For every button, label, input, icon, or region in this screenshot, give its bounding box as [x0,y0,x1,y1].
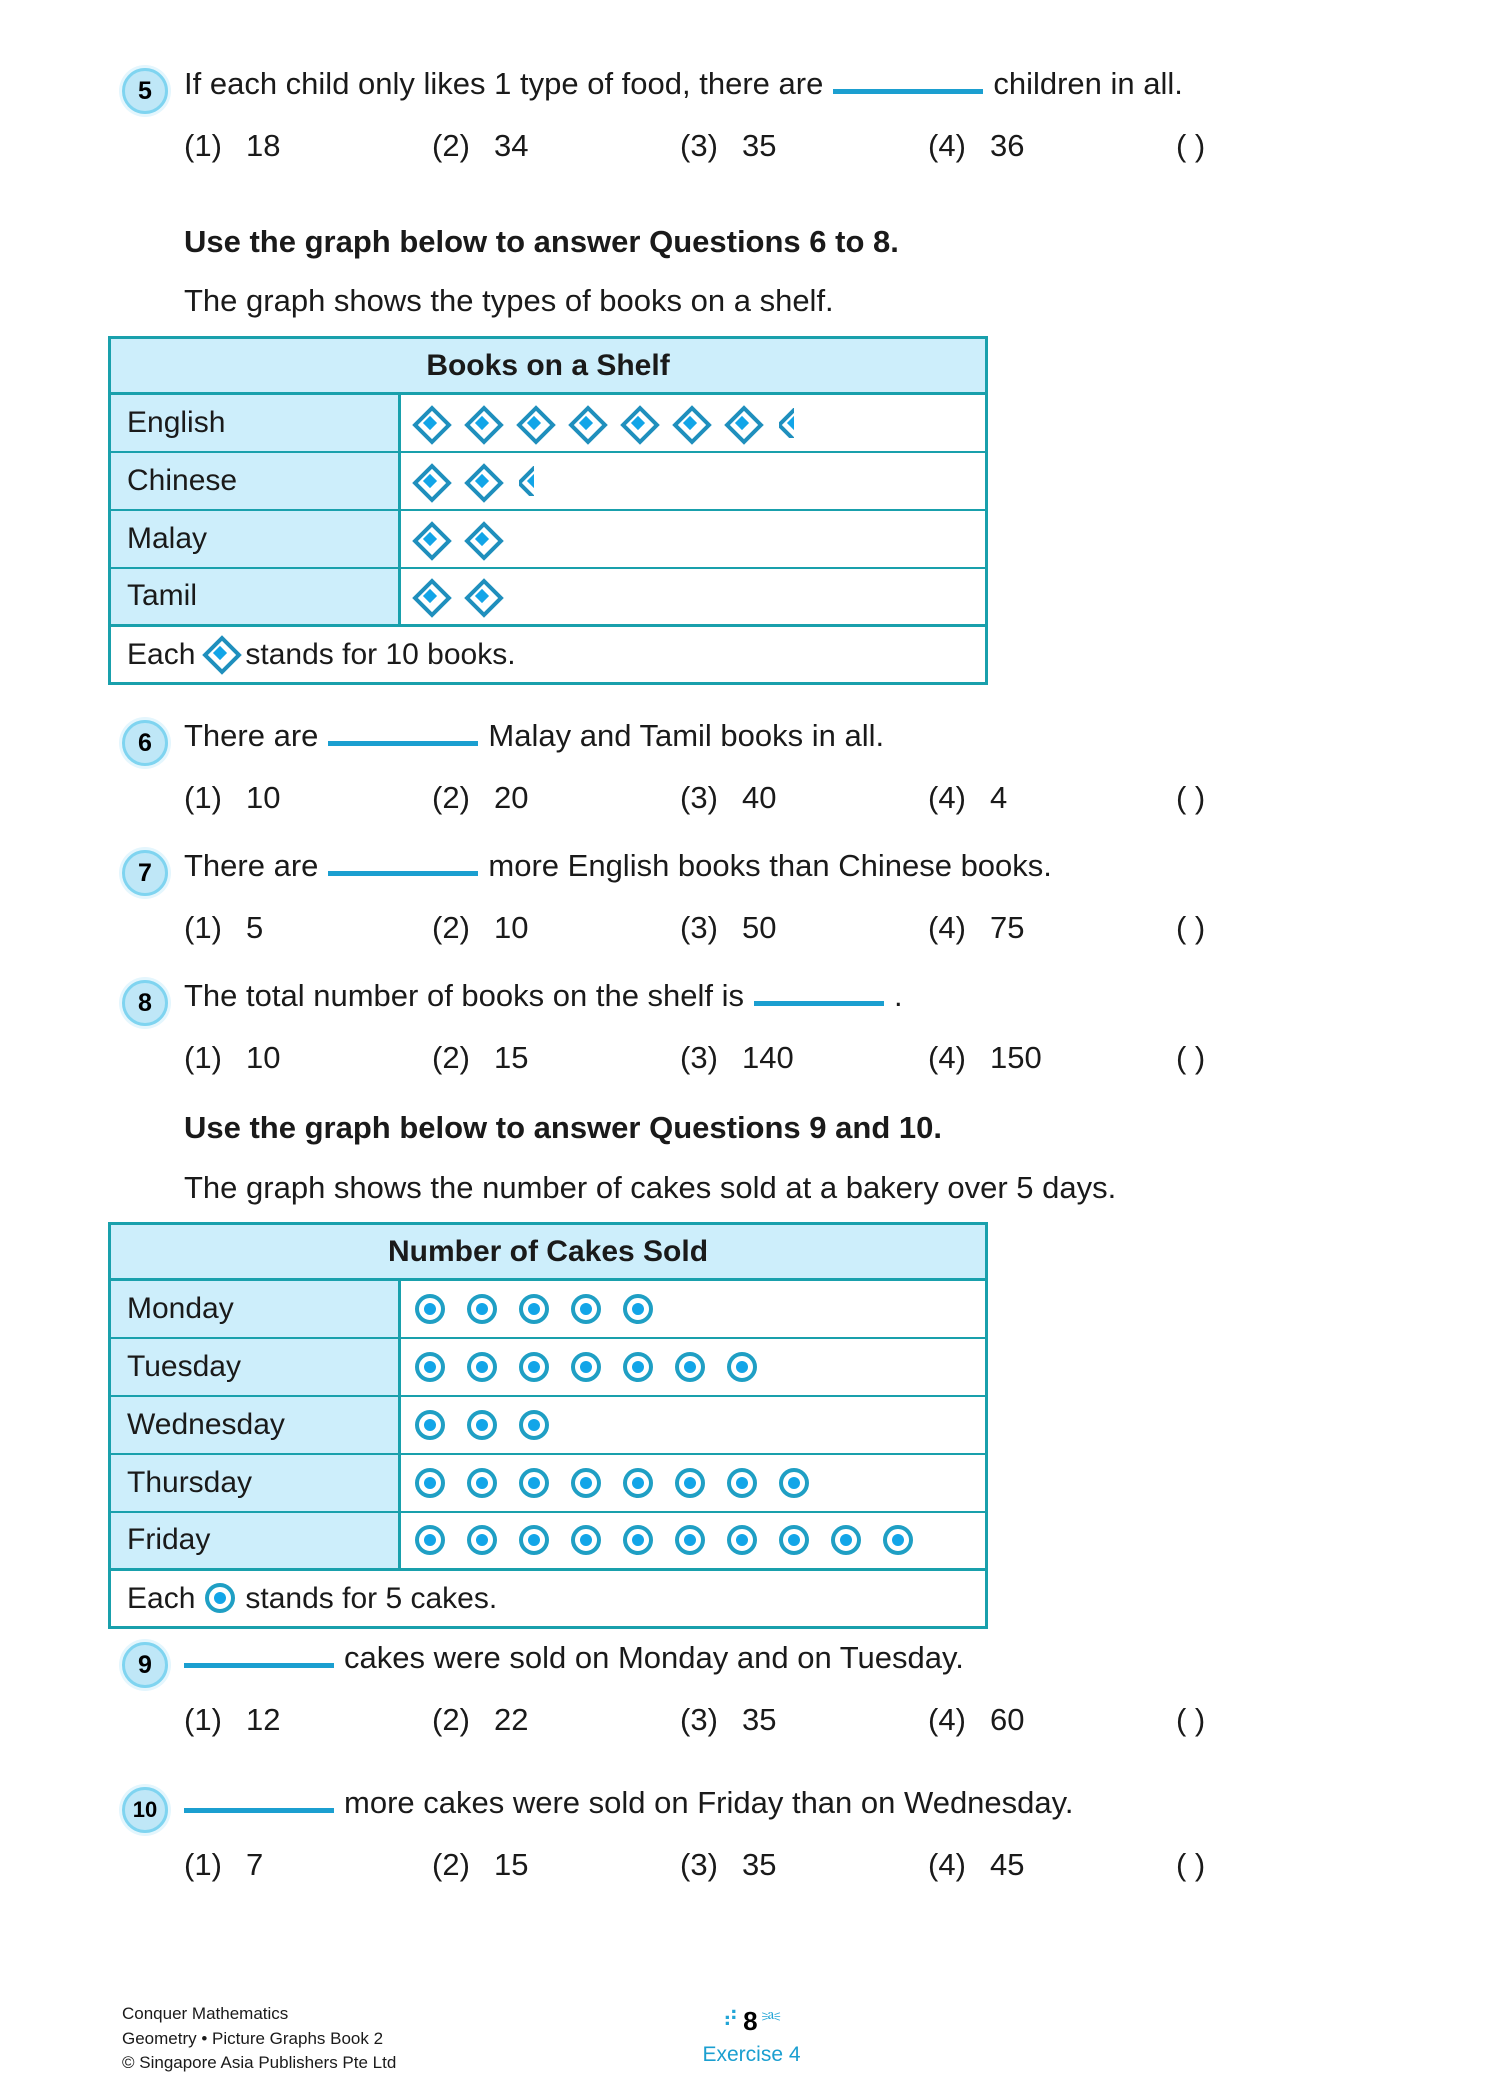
option-label: (3) [680,1702,718,1737]
circle-icon [519,1410,549,1440]
diamond-icon [205,638,235,668]
circle-icon [205,1583,235,1613]
question-8 [122,978,1205,1026]
options-row [184,1702,1205,1738]
option-value: 15 [494,1040,529,1075]
row-symbols-friday [400,1512,987,1570]
option-value: 35 [742,128,777,163]
circle-icon [675,1468,705,1498]
row-symbols-thursday [400,1454,987,1512]
diamond-icon [467,408,497,438]
footer-line-3: © Singapore Asia Publishers Pte Ltd [122,2053,397,2073]
answer-blank[interactable] [328,724,478,746]
diamond-icon [415,581,445,611]
row-symbols-wednesday [400,1396,987,1454]
instruction-cakes: Use the graph below to answer Questions 9 and 10. [184,1110,942,1145]
option-4[interactable] [928,128,1176,164]
circle-icon [415,1294,445,1324]
question-text [184,848,1052,885]
legend-before: Each [127,1581,196,1615]
page-number-block [0,2006,1503,2037]
table-row [110,1338,987,1396]
question-text [184,1640,964,1677]
lead-cakes: The graph shows the number of cakes sold at a bakery over 5 days. [184,1170,1117,1205]
circle-icon [519,1294,549,1324]
option-value: 35 [742,1847,777,1882]
row-symbols-monday [400,1280,987,1338]
circle-icon [415,1525,445,1555]
circle-icon [571,1468,601,1498]
question-text-after: more cakes were sold on Friday than on Wednesday. [344,1785,1074,1820]
pictograph-title: Books on a Shelf [110,338,987,394]
option-2[interactable] [432,1702,680,1738]
circle-icon [467,1468,497,1498]
option-3[interactable] [680,910,928,946]
question-number-badge: 5 [122,68,168,114]
option-value: 15 [494,1847,529,1882]
diamond-icon [415,466,445,496]
footer-line-1: Conquer Mathematics [122,2004,289,2023]
circle-icon [467,1294,497,1324]
legend-after: stands for 10 books. [245,637,516,671]
circle-icon [831,1525,861,1555]
question-text-before: If each child only likes 1 type of food, there are [184,66,824,101]
diamond-icon [675,408,705,438]
pictograph-legend [110,626,987,684]
circle-icon [727,1468,757,1498]
diamond-icon [467,466,497,496]
circle-icon [571,1294,601,1324]
table-row [110,394,987,452]
option-2[interactable] [432,128,680,164]
question-number-badge: 9 [122,1642,168,1688]
option-value: 4 [990,780,1008,815]
option-label: (4) [928,910,966,945]
diamond-icon [571,408,601,438]
circle-icon [623,1294,653,1324]
question-text [184,978,903,1015]
circle-icon [727,1352,757,1382]
option-value: 60 [990,1702,1025,1737]
option-2[interactable] [432,1847,680,1883]
row-label-wednesday: Wednesday [110,1396,400,1454]
diamond-icon [467,524,497,554]
answer-blank[interactable] [184,1791,334,1813]
answer-blank[interactable] [328,854,478,876]
options-row [184,1847,1205,1883]
question-9 [122,1640,1205,1688]
row-label-chinese: Chinese [110,452,400,510]
option-label: (1) [184,1702,222,1737]
question-number-badge: 8 [122,980,168,1026]
circle-icon [779,1525,809,1555]
option-value: 45 [990,1847,1025,1882]
row-label-malay: Malay [110,510,400,568]
option-label: (3) [680,128,718,163]
option-label: (3) [680,1847,718,1882]
option-3[interactable] [680,1040,928,1076]
diamond-icon [519,408,549,438]
question-text-after: children in all. [993,66,1183,101]
question-number-badge: 10 [122,1787,168,1833]
row-symbols-tamil [400,568,987,626]
circle-icon [415,1410,445,1440]
option-4[interactable] [928,1847,1176,1883]
option-value: 7 [246,1847,264,1882]
option-1[interactable] [184,128,432,164]
answer-paren[interactable]: ( ) [1176,1040,1206,1075]
option-label: (2) [432,1702,470,1737]
option-label: (1) [184,128,222,163]
option-3[interactable] [680,1702,928,1738]
answer-blank[interactable] [754,984,884,1006]
question-10 [122,1785,1205,1833]
table-row [110,1454,987,1512]
answer-paren[interactable]: ( ) [1176,1847,1206,1882]
circle-icon [727,1525,757,1555]
option-label: (1) [184,780,222,815]
options-row [184,910,1205,946]
table-row [110,1396,987,1454]
option-value: 20 [494,780,529,815]
question-text [184,66,1183,103]
options-row [184,128,1205,164]
circle-icon [467,1352,497,1382]
circle-icon [571,1525,601,1555]
diamond-icon [415,408,445,438]
table-row [110,1280,987,1338]
row-label-english: English [110,394,400,452]
row-symbols-english [400,394,987,452]
diamond-icon [415,524,445,554]
option-4[interactable] [928,1702,1176,1738]
option-value: 34 [494,128,529,163]
diamond-icon [623,408,653,438]
question-text-before: There are [184,848,319,883]
exercise-label: Exercise 4 [702,2043,801,2066]
option-3[interactable] [680,1847,928,1883]
page-number: 8 [743,2006,758,2036]
legend-before: Each [127,637,196,671]
circle-icon [571,1352,601,1382]
swirl-right-icon: ⎃ [762,2007,781,2032]
answer-paren[interactable]: ( ) [1176,780,1206,815]
row-label-tamil: Tamil [110,568,400,626]
instruction-books: Use the graph below to answer Questions 6 to 8. [184,224,899,259]
half-diamond-icon [519,466,534,496]
option-label: (2) [432,128,470,163]
option-label: (2) [432,1040,470,1075]
option-value: 36 [990,128,1025,163]
option-value: 35 [742,1702,777,1737]
circle-icon [675,1525,705,1555]
pictograph-title-row [110,338,987,394]
options-row [184,1040,1205,1076]
legend-after: stands for 5 cakes. [245,1581,498,1615]
circle-icon [519,1352,549,1382]
question-text-after: . [894,978,903,1013]
row-symbols-chinese [400,452,987,510]
option-value: 50 [742,910,777,945]
row-label-tuesday: Tuesday [110,1338,400,1396]
circle-icon [415,1468,445,1498]
cakes-pictograph [108,1222,988,1629]
table-row [110,568,987,626]
circle-icon [519,1525,549,1555]
option-label: (1) [184,1847,222,1882]
books-pictograph [108,336,988,685]
option-value: 18 [246,128,281,163]
option-value: 75 [990,910,1025,945]
options-row [184,780,1205,816]
option-4[interactable] [928,1040,1176,1076]
option-value: 140 [742,1040,794,1075]
pictograph-title-row [110,1224,987,1280]
option-4[interactable] [928,910,1176,946]
question-text-before: There are [184,718,319,753]
row-label-friday: Friday [110,1512,400,1570]
option-value: 10 [246,1040,281,1075]
option-value: 22 [494,1702,529,1737]
option-3[interactable] [680,128,928,164]
option-value: 5 [246,910,264,945]
option-2[interactable] [432,1040,680,1076]
question-text-after: more English books than Chinese books. [488,848,1052,883]
option-value: 10 [494,910,529,945]
circle-icon [415,1352,445,1382]
row-label-monday: Monday [110,1280,400,1338]
option-label: (3) [680,1040,718,1075]
diamond-icon [467,581,497,611]
question-text-after: Malay and Tamil books in all. [488,718,885,753]
option-1[interactable] [184,910,432,946]
answer-paren[interactable]: ( ) [1176,1702,1206,1737]
question-text [184,718,884,755]
pictograph-legend [110,1570,987,1628]
answer-paren[interactable]: ( ) [1176,128,1206,163]
circle-icon [623,1525,653,1555]
option-label: (4) [928,1040,966,1075]
option-2[interactable] [432,910,680,946]
option-label: (2) [432,910,470,945]
option-2[interactable] [432,780,680,816]
answer-blank[interactable] [184,1646,334,1668]
answer-paren[interactable]: ( ) [1176,910,1206,945]
swirl-left-icon: ⠞ [722,2007,739,2032]
option-3[interactable] [680,780,928,816]
circle-icon [519,1468,549,1498]
option-label: (4) [928,1702,966,1737]
footer-center [0,2006,1503,2067]
diamond-icon [727,408,757,438]
pictograph-legend-row [110,1570,987,1628]
circle-icon [623,1468,653,1498]
pictograph-legend-row [110,626,987,684]
circle-icon [467,1525,497,1555]
row-symbols-tuesday [400,1338,987,1396]
circle-icon [675,1352,705,1382]
option-label: (1) [184,910,222,945]
circle-icon [779,1468,809,1498]
option-label: (4) [928,128,966,163]
question-7 [122,848,1205,896]
footer-line-2: Geometry • Picture Graphs Book 2 [122,2028,384,2048]
option-label: (1) [184,1040,222,1075]
circle-icon [623,1352,653,1382]
option-label: (4) [928,1847,966,1882]
option-label: (3) [680,780,718,815]
option-value: 150 [990,1040,1042,1075]
option-label: (2) [432,1847,470,1882]
option-value: 40 [742,780,777,815]
option-1[interactable] [184,1702,432,1738]
option-label: (2) [432,780,470,815]
row-symbols-malay [400,510,987,568]
half-diamond-icon [779,408,794,438]
question-number-badge: 7 [122,850,168,896]
answer-blank[interactable] [833,72,983,94]
table-row [110,1512,987,1570]
lead-books: The graph shows the types of books on a shelf. [184,283,834,318]
table-row [110,510,987,568]
row-label-thursday: Thursday [110,1454,400,1512]
pictograph-title: Number of Cakes Sold [110,1224,987,1280]
option-1[interactable] [184,1040,432,1076]
option-label: (4) [928,780,966,815]
circle-icon [883,1525,913,1555]
option-1[interactable] [184,780,432,816]
option-label: (3) [680,910,718,945]
circle-icon [467,1410,497,1440]
option-value: 10 [246,780,281,815]
table-row [110,452,987,510]
option-value: 12 [246,1702,281,1737]
question-5 [122,66,1205,114]
question-6 [122,718,1205,766]
question-text-before: The total number of books on the shelf is [184,978,745,1013]
question-text-after: cakes were sold on Monday and on Tuesday. [344,1640,964,1675]
option-4[interactable] [928,780,1176,816]
option-1[interactable] [184,1847,432,1883]
question-text [184,1785,1073,1822]
question-number-badge: 6 [122,720,168,766]
